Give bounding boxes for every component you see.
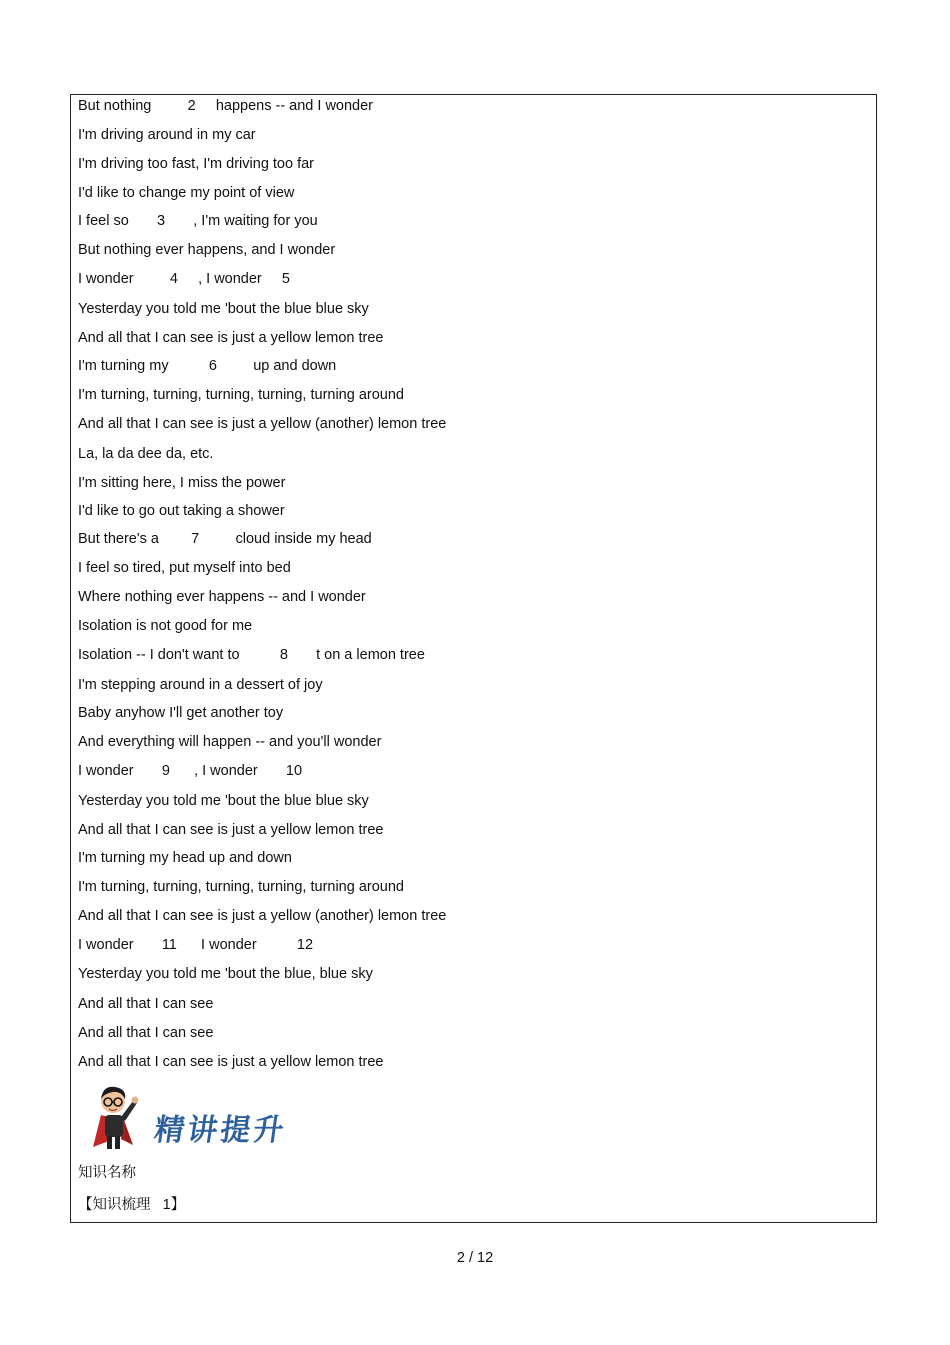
lyric-line: I feel so 3 , I'm waiting for you bbox=[78, 213, 318, 229]
lyric-line: I'm turning my head up and down bbox=[78, 850, 292, 866]
content-box bbox=[70, 94, 877, 1223]
lyric-line: Yesterday you told me 'bout the blue blue sky bbox=[78, 793, 369, 809]
page-number: 2 / 12 bbox=[456, 1250, 494, 1266]
knowledge-name: 知识名称 bbox=[78, 1165, 136, 1181]
lyric-line: And all that I can see is just a yellow lemon tree bbox=[78, 330, 384, 346]
lyric-line: And all that I can see bbox=[78, 1025, 214, 1041]
lyric-line: I wonder 9 , I wonder 10 bbox=[78, 763, 303, 779]
lyric-line: And all that I can see is just a yellow lemon tree bbox=[78, 822, 384, 838]
lyric-line: I'm turning, turning, turning, turning, turning around bbox=[78, 387, 404, 403]
lyric-line: I wonder 11 I wonder 12 bbox=[78, 937, 314, 953]
lyric-line: Isolation -- I don't want to 8 t on a lemon tree bbox=[78, 647, 425, 663]
lyric-line: Where nothing ever happens -- and I wonder bbox=[78, 589, 366, 605]
lyric-line: And all that I can see is just a yellow lemon tree bbox=[78, 1054, 384, 1070]
lyric-line: I'm stepping around in a dessert of joy bbox=[78, 677, 323, 693]
lyric-line: But there's a 7 cloud inside my head bbox=[78, 531, 372, 547]
lyric-line: I'm driving too fast, I'm driving too far bbox=[78, 156, 315, 172]
lyric-line: I'd like to go out taking a shower bbox=[78, 503, 285, 519]
lyric-line: I'm driving around in my car bbox=[78, 127, 256, 143]
lyric-line: Baby anyhow I'll get another toy bbox=[78, 705, 284, 721]
lyric-line: I'd like to change my point of view bbox=[78, 185, 295, 201]
lyric-line: Isolation is not good for me bbox=[78, 618, 253, 634]
lyric-line: And all that I can see is just a yellow (another) lemon tree bbox=[78, 416, 447, 432]
lyric-line: I'm turning, turning, turning, turning, turning around bbox=[78, 879, 404, 895]
lyric-line: La, la da dee da, etc. bbox=[78, 446, 214, 462]
lyric-line: And everything will happen -- and you'll wonder bbox=[78, 734, 382, 750]
banner-title: 精讲提升 bbox=[152, 1113, 289, 1148]
lyric-line: Yesterday you told me 'bout the blue blue sky bbox=[78, 301, 369, 317]
section-banner bbox=[87, 1081, 307, 1151]
teacher-mascot-icon bbox=[87, 1081, 151, 1153]
lyric-line: I feel so tired, put myself into bed bbox=[78, 560, 291, 576]
lyric-line: And all that I can see is just a yellow (another) lemon tree bbox=[78, 908, 447, 924]
lyric-line: I'm sitting here, I miss the power bbox=[78, 475, 286, 491]
lyric-line: But nothing 2 happens -- and I wonder bbox=[78, 98, 374, 114]
knowledge-section-heading: 【知识梳理 1】 bbox=[78, 1197, 186, 1213]
lyric-line: I wonder 4 , I wonder 5 bbox=[78, 271, 290, 287]
lyric-line: But nothing ever happens, and I wonder bbox=[78, 242, 336, 258]
lyric-line: Yesterday you told me 'bout the blue, blue sky bbox=[78, 966, 373, 982]
lyric-line: I'm turning my 6 up and down bbox=[78, 358, 337, 374]
lyric-line: And all that I can see bbox=[78, 996, 214, 1012]
